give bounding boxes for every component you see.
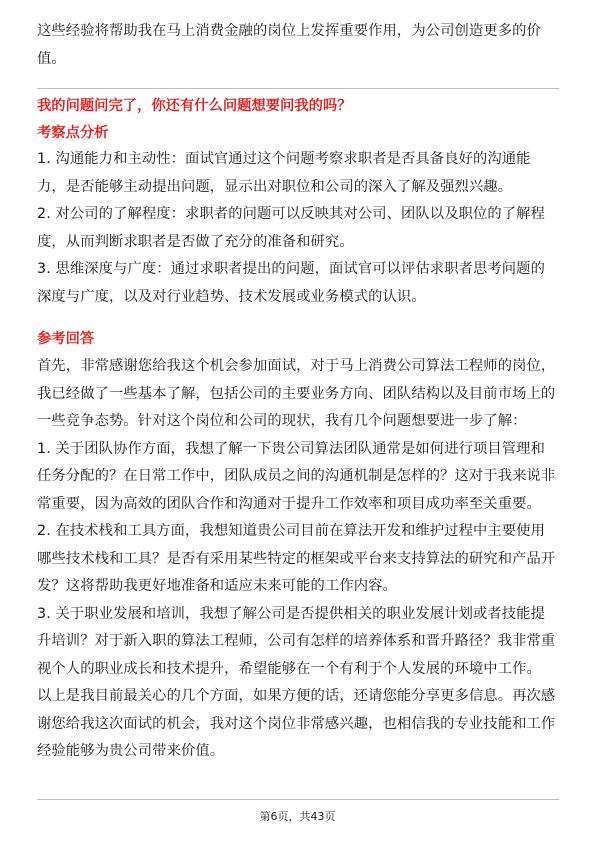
- answer-paragraph: 2. 在技术栈和工具方面，我想知道贵公司目前在算法开发和维护过程中主要使用哪些技术栈和工具？是否有采用某些特定的框架或平台来支持算法的研究和产品开发？这将帮助我更好地准备和适应未来可能的工作内容。: [37, 523, 556, 594]
- analysis-heading: 考察点分析: [37, 125, 109, 141]
- answer-paragraph: 1. 关于团队协作方面，我想了解一下贵公司算法团队通常是如何进行项目管理和任务分配的？在日常工作中，团队成员之间的沟通机制是怎样的？这对于我来说非常重要，因为高效的团队合作和沟通对于提升工作效率和项目成功率至关重要。: [37, 440, 556, 512]
- answer-heading: 参考回答: [37, 331, 95, 347]
- interview-question: 我的问题问完了，你还有什么问题想要问我的吗？: [37, 98, 352, 114]
- intro-paragraph: 这些经验将帮助我在马上消费金融的岗位上发挥重要作用，为公司创造更多的价值。: [37, 23, 541, 67]
- answer-body: [37, 353, 559, 766]
- section-divider-top: [37, 88, 559, 89]
- analysis-item: 3. 思维深度与广度：通过求职者提出的问题，面试官可以评估求职者思考问题的深度与广度，以及对行业趋势、技术发展或业务模式的认识。: [37, 261, 545, 305]
- answer-paragraph: 以上是我目前最关心的几个方面，如果方便的话，还请您能分享更多信息。再次感谢您给我这次面试的机会，我对这个岗位非常感兴趣，也相信我的专业技能和工作经验能够为贵公司带来价值。: [37, 688, 556, 759]
- page-number: 第6页，共43页: [259, 810, 336, 823]
- answer-paragraph: 3. 关于职业发展和培训，我想了解公司是否提供相关的职业发展计划或者技能提升培训？对于新入职的算法工程师，公司有怎样的培养体系和晋升路径？我非常重视个人的职业成长和技术提升，希望能够在一个有利于个人发展的环境中工作。: [37, 605, 556, 677]
- analysis-item: 2. 对公司的了解程度：求职者的问题可以反映其对公司、团队以及职位的了解程度，从而判断求职者是否做了充分的准备和研究。: [37, 206, 545, 250]
- analysis-list: [37, 146, 559, 311]
- footer-divider: [37, 799, 559, 800]
- analysis-item: 1. 沟通能力和主动性：面试官通过这个问题考察求职者是否具备良好的沟通能力，是否能够主动提出问题，显示出对职位和公司的深入了解及强烈兴趣。: [37, 151, 531, 195]
- answer-paragraph: 首先，非常感谢您给我这个机会参加面试，对于马上消费公司算法工程师的岗位，我已经做了一些基本了解，包括公司的主要业务方向、团队结构以及目前市场上的一些竞争态势。针对这个岗位和公司的现状，我有几个问题想要进一步了解：: [37, 358, 556, 429]
